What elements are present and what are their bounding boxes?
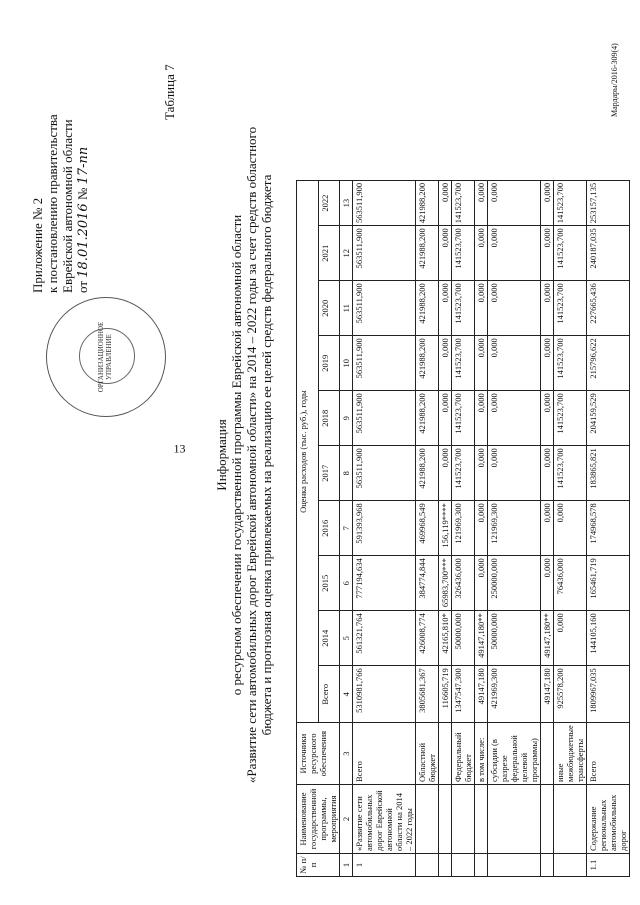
year-cell: 2022 bbox=[318, 180, 340, 225]
value-cell: 0,000 bbox=[541, 446, 554, 501]
row-name bbox=[416, 785, 439, 854]
value-cell: 0,000 bbox=[488, 391, 541, 446]
value-cell: 141523,700 bbox=[554, 446, 587, 501]
value-cell: 0,000 bbox=[439, 391, 452, 446]
value-cell: 0,000 bbox=[475, 446, 488, 501]
row-name: Содержание региональных автомобильных дорог bbox=[587, 785, 630, 854]
appendix-number: 17-пп bbox=[76, 146, 91, 185]
value-cell: 777194,634 bbox=[353, 556, 416, 611]
table-body bbox=[353, 180, 630, 876]
value-cell: 0,000 bbox=[475, 501, 488, 556]
col-number: 11 bbox=[340, 281, 353, 336]
col-number: 10 bbox=[340, 336, 353, 391]
value-cell: 421988,200 bbox=[416, 336, 439, 391]
value-cell: 925578,200 bbox=[554, 666, 587, 723]
value-cell: 421988,200 bbox=[416, 391, 439, 446]
row-source: иные межбюджетные трансферты bbox=[554, 723, 587, 785]
value-cell: 0,000 bbox=[488, 446, 541, 501]
table-row bbox=[439, 180, 452, 876]
value-cell: 215796,622 bbox=[587, 336, 630, 391]
row-number: 1 bbox=[353, 854, 416, 877]
value-cell: 0,000 bbox=[554, 501, 587, 556]
value-cell: 0,000 bbox=[541, 281, 554, 336]
appendix-line2: к постановлению правительства bbox=[45, 114, 60, 293]
table-header-row bbox=[297, 180, 319, 876]
value-cell: 591393,968 bbox=[353, 501, 416, 556]
value-cell: 563511,900 bbox=[353, 446, 416, 501]
row-source: Областной бюджет bbox=[416, 723, 439, 785]
value-cell: 421988,200 bbox=[416, 226, 439, 281]
col-number: 9 bbox=[340, 391, 353, 446]
value-cell: 0,000 bbox=[554, 611, 587, 666]
year-cell: 2019 bbox=[318, 336, 340, 391]
col-number: 5 bbox=[340, 611, 353, 666]
table-row bbox=[475, 180, 488, 876]
header-name: Наименование государственной программы, мероприятия bbox=[297, 785, 340, 854]
value-cell: 141523,700 bbox=[554, 226, 587, 281]
row-name: «Развитие сети автомобильных дорог Еврейской автономной области на 2014 – 2022 годы bbox=[353, 785, 416, 854]
col-number: 2 bbox=[340, 785, 353, 854]
row-name bbox=[488, 785, 541, 854]
stamp-text: ОРГАНИЗАЦИОННОЕ УПРАВЛЕНИЕ bbox=[97, 321, 113, 393]
title-line3: «Развитие сети автомобильных дорог Еврейской автономной области» на 2014 – 2022 годы за счет средств областного bbox=[244, 126, 259, 784]
value-cell: 3805681,367 bbox=[416, 666, 439, 723]
value-cell: 421969,300 bbox=[488, 666, 541, 723]
value-cell: 204159,529 bbox=[587, 391, 630, 446]
value-cell: 0,000 bbox=[439, 281, 452, 336]
row-number bbox=[416, 854, 439, 877]
value-cell: 165461,719 bbox=[587, 556, 630, 611]
col-number: 6 bbox=[340, 556, 353, 611]
appendix-date: 18.01.2016 bbox=[76, 203, 91, 278]
document-title bbox=[214, 75, 274, 835]
value-cell: 141523,700 bbox=[452, 281, 475, 336]
value-cell: 156,119**** bbox=[439, 501, 452, 556]
table-row bbox=[587, 180, 630, 876]
value-cell: 563511,900 bbox=[353, 391, 416, 446]
value-cell: 426008,774 bbox=[416, 611, 439, 666]
row-number bbox=[541, 854, 554, 877]
value-cell: 49147,180 bbox=[541, 666, 554, 723]
row-number: 1.1 bbox=[587, 854, 630, 877]
value-cell: 0,000 bbox=[488, 226, 541, 281]
value-cell: 0,000 bbox=[475, 281, 488, 336]
table-row bbox=[541, 180, 554, 876]
value-cell: 0,000 bbox=[541, 226, 554, 281]
value-cell: 76436,000 bbox=[554, 556, 587, 611]
col-number: 13 bbox=[340, 180, 353, 225]
value-cell: 141523,700 bbox=[554, 336, 587, 391]
table-row bbox=[554, 180, 587, 876]
row-number bbox=[488, 854, 541, 877]
appendix-number-sign: № bbox=[75, 187, 90, 201]
value-cell: 253157,135 bbox=[587, 180, 630, 225]
value-cell: 0,000 bbox=[475, 556, 488, 611]
value-cell: 326436,000 bbox=[452, 556, 475, 611]
col-number: 7 bbox=[340, 501, 353, 556]
year-cell: 2016 bbox=[318, 501, 340, 556]
year-cell: 2015 bbox=[318, 556, 340, 611]
value-cell: 0,000 bbox=[541, 180, 554, 225]
organization-stamp bbox=[46, 297, 166, 417]
value-cell: 240187,035 bbox=[587, 226, 630, 281]
value-cell: 121969,300 bbox=[488, 501, 541, 556]
value-cell: 65983,700*** bbox=[439, 556, 452, 611]
appendix-header bbox=[30, 114, 91, 293]
value-cell: 0,000 bbox=[475, 180, 488, 225]
value-cell: 141523,700 bbox=[452, 391, 475, 446]
col-number: 3 bbox=[340, 723, 353, 785]
row-number bbox=[554, 854, 587, 877]
value-cell: 121969,300 bbox=[452, 501, 475, 556]
value-cell: 0,000 bbox=[488, 281, 541, 336]
col-number: 4 bbox=[340, 666, 353, 723]
row-source: субсидии (в разрезе федеральной целевой программы) bbox=[488, 723, 541, 785]
value-cell: 183865,821 bbox=[587, 446, 630, 501]
value-cell: 0,000 bbox=[475, 336, 488, 391]
value-cell: 0,000 bbox=[439, 226, 452, 281]
table-label: Таблица 7 bbox=[162, 64, 177, 120]
title-line2: о ресурсном обеспечении государственной программы Еврейской автономной области bbox=[229, 214, 244, 696]
value-cell: 141523,700 bbox=[452, 336, 475, 391]
value-cell: 49147,180 bbox=[475, 666, 488, 723]
year-cell: 2020 bbox=[318, 281, 340, 336]
value-cell: 0,000 bbox=[541, 336, 554, 391]
year-cell: Всего bbox=[318, 666, 340, 723]
row-source: Всего bbox=[587, 723, 630, 785]
header-estimate: Оценка расходов (тыс. руб.), годы bbox=[297, 180, 319, 722]
table-row bbox=[416, 180, 439, 876]
value-cell: 144105,160 bbox=[587, 611, 630, 666]
row-number bbox=[475, 854, 488, 877]
value-cell: 561321,764 bbox=[353, 611, 416, 666]
title-line1: Информация bbox=[214, 419, 229, 491]
header-source: Источники ресурсного обеспечения bbox=[297, 723, 340, 785]
page-number: 13 bbox=[173, 441, 186, 456]
value-cell: 141523,700 bbox=[452, 226, 475, 281]
value-cell: 49147,180** bbox=[475, 611, 488, 666]
col-number: 8 bbox=[340, 446, 353, 501]
appendix-line3: Еврейской автономной области bbox=[60, 119, 75, 293]
value-cell: 469968,549 bbox=[416, 501, 439, 556]
row-name bbox=[554, 785, 587, 854]
row-number bbox=[439, 854, 452, 877]
value-cell: 174968,578 bbox=[587, 501, 630, 556]
value-cell: 141523,700 bbox=[554, 391, 587, 446]
value-cell: 563511,900 bbox=[353, 180, 416, 225]
value-cell: 0,000 bbox=[475, 226, 488, 281]
value-cell: 116605,719 bbox=[439, 666, 452, 723]
year-cell: 2021 bbox=[318, 226, 340, 281]
footer-reference: Мардары/2016-309(4) bbox=[610, 43, 619, 117]
value-cell: 0,000 bbox=[439, 446, 452, 501]
row-source: Всего bbox=[353, 723, 416, 785]
col-number: 1 bbox=[340, 854, 353, 877]
value-cell: 0,000 bbox=[541, 391, 554, 446]
value-cell: 563511,900 bbox=[353, 226, 416, 281]
value-cell: 50000,000 bbox=[488, 611, 541, 666]
appendix-line4 bbox=[75, 114, 91, 293]
title-line4: бюджета и прогнозная оценка привлекаемых на реализацию ее целей средств федерального бюджета bbox=[259, 174, 274, 736]
row-name bbox=[452, 785, 475, 854]
value-cell: 250000,000 bbox=[488, 556, 541, 611]
value-cell: 50000,000 bbox=[452, 611, 475, 666]
value-cell: 0,000 bbox=[475, 391, 488, 446]
row-source bbox=[541, 723, 554, 785]
column-number-row bbox=[340, 180, 353, 876]
value-cell: 141523,700 bbox=[554, 281, 587, 336]
value-cell: 49147,180** bbox=[541, 611, 554, 666]
value-cell: 421988,200 bbox=[416, 180, 439, 225]
appendix-from: от bbox=[75, 280, 90, 293]
value-cell: 5310981,766 bbox=[353, 666, 416, 723]
value-cell: 421988,200 bbox=[416, 446, 439, 501]
row-name bbox=[439, 785, 452, 854]
appendix-line1: Приложение № 2 bbox=[30, 197, 45, 293]
value-cell: 0,000 bbox=[488, 336, 541, 391]
table-row bbox=[488, 180, 541, 876]
value-cell: 42165,810* bbox=[439, 611, 452, 666]
row-source: в том числе: bbox=[475, 723, 488, 785]
value-cell: 141523,700 bbox=[452, 446, 475, 501]
row-source: Федеральный бюджет bbox=[452, 723, 475, 785]
value-cell: 563511,900 bbox=[353, 281, 416, 336]
value-cell: 563511,900 bbox=[353, 336, 416, 391]
value-cell: 141523,700 bbox=[554, 180, 587, 225]
value-cell: 0,000 bbox=[439, 180, 452, 225]
value-cell: 384774,844 bbox=[416, 556, 439, 611]
value-cell: 0,000 bbox=[488, 180, 541, 225]
value-cell: 141523,700 bbox=[452, 180, 475, 225]
col-number: 12 bbox=[340, 226, 353, 281]
resource-table bbox=[296, 180, 630, 877]
row-number bbox=[452, 854, 475, 877]
year-cell: 2014 bbox=[318, 611, 340, 666]
year-cell: 2018 bbox=[318, 391, 340, 446]
value-cell: 0,000 bbox=[439, 336, 452, 391]
year-cell: 2017 bbox=[318, 446, 340, 501]
value-cell: 1347547,300 bbox=[452, 666, 475, 723]
row-name bbox=[475, 785, 488, 854]
row-source bbox=[439, 723, 452, 785]
row-name bbox=[541, 785, 554, 854]
table-row bbox=[353, 180, 416, 876]
table-row bbox=[452, 180, 475, 876]
value-cell: 421988,200 bbox=[416, 281, 439, 336]
value-cell: 1809967,035 bbox=[587, 666, 630, 723]
value-cell: 0,000 bbox=[541, 556, 554, 611]
header-num: № п/п bbox=[297, 854, 340, 877]
value-cell: 0,000 bbox=[541, 501, 554, 556]
value-cell: 227665,436 bbox=[587, 281, 630, 336]
